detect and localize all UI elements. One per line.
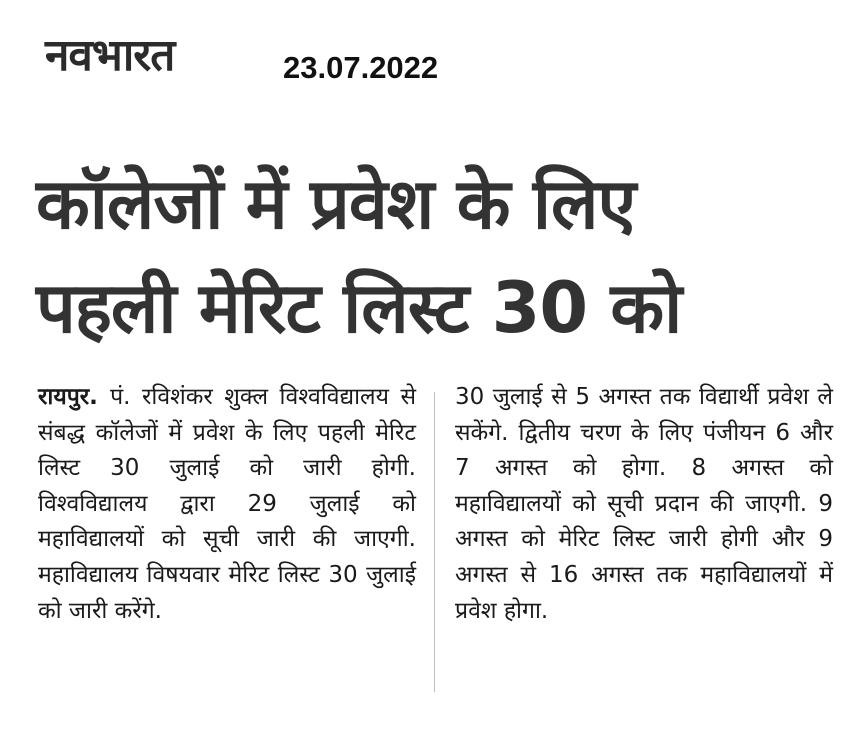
article-headline	[36, 152, 836, 360]
article-dateline: रायपुर.	[38, 384, 111, 410]
article-column-right	[455, 380, 833, 629]
publication-date: 23.07.2022	[283, 50, 439, 85]
article-body-right: 30 जुलाई से 5 अगस्त तक विद्यार्थी प्रवेश ले सकेंगे. द्वितीय चरण के लिए पंजीयन 6 और 7 अगस्त को होगा. 8 अगस्त को महाविद्यालयों को सूची प्रदान की जाएगी. 9 अगस्त को मेरिट लिस्ट जारी होगी और 9 अगस्त से 16 अगस्त तक महाविद्यालयों में प्रवेश होगा.	[455, 384, 833, 624]
article-body-left: पं. रविशंकर शुक्ल विश्वविद्यालय से संबद्ध कॉलेजों में प्रवेश के लिए पहली मेरिट लिस्ट 30 जुलाई को जारी होगी. विश्वविद्यालय द्वारा 29 जुलाई को महाविद्यालयों को सूची जारी की जाएगी. महाविद्यालय विषयवार मेरिट लिस्ट 30 जुलाई को जारी करेंगे.	[38, 384, 417, 624]
newspaper-masthead: नवभारत	[45, 30, 175, 81]
column-divider	[434, 392, 435, 692]
article-column-left	[38, 380, 416, 629]
headline-line-2: पहली मेरिट लिस्ट 30 को	[36, 267, 682, 349]
headline-line-1: कॉलेजों में प्रवेश के लिए	[36, 163, 636, 245]
